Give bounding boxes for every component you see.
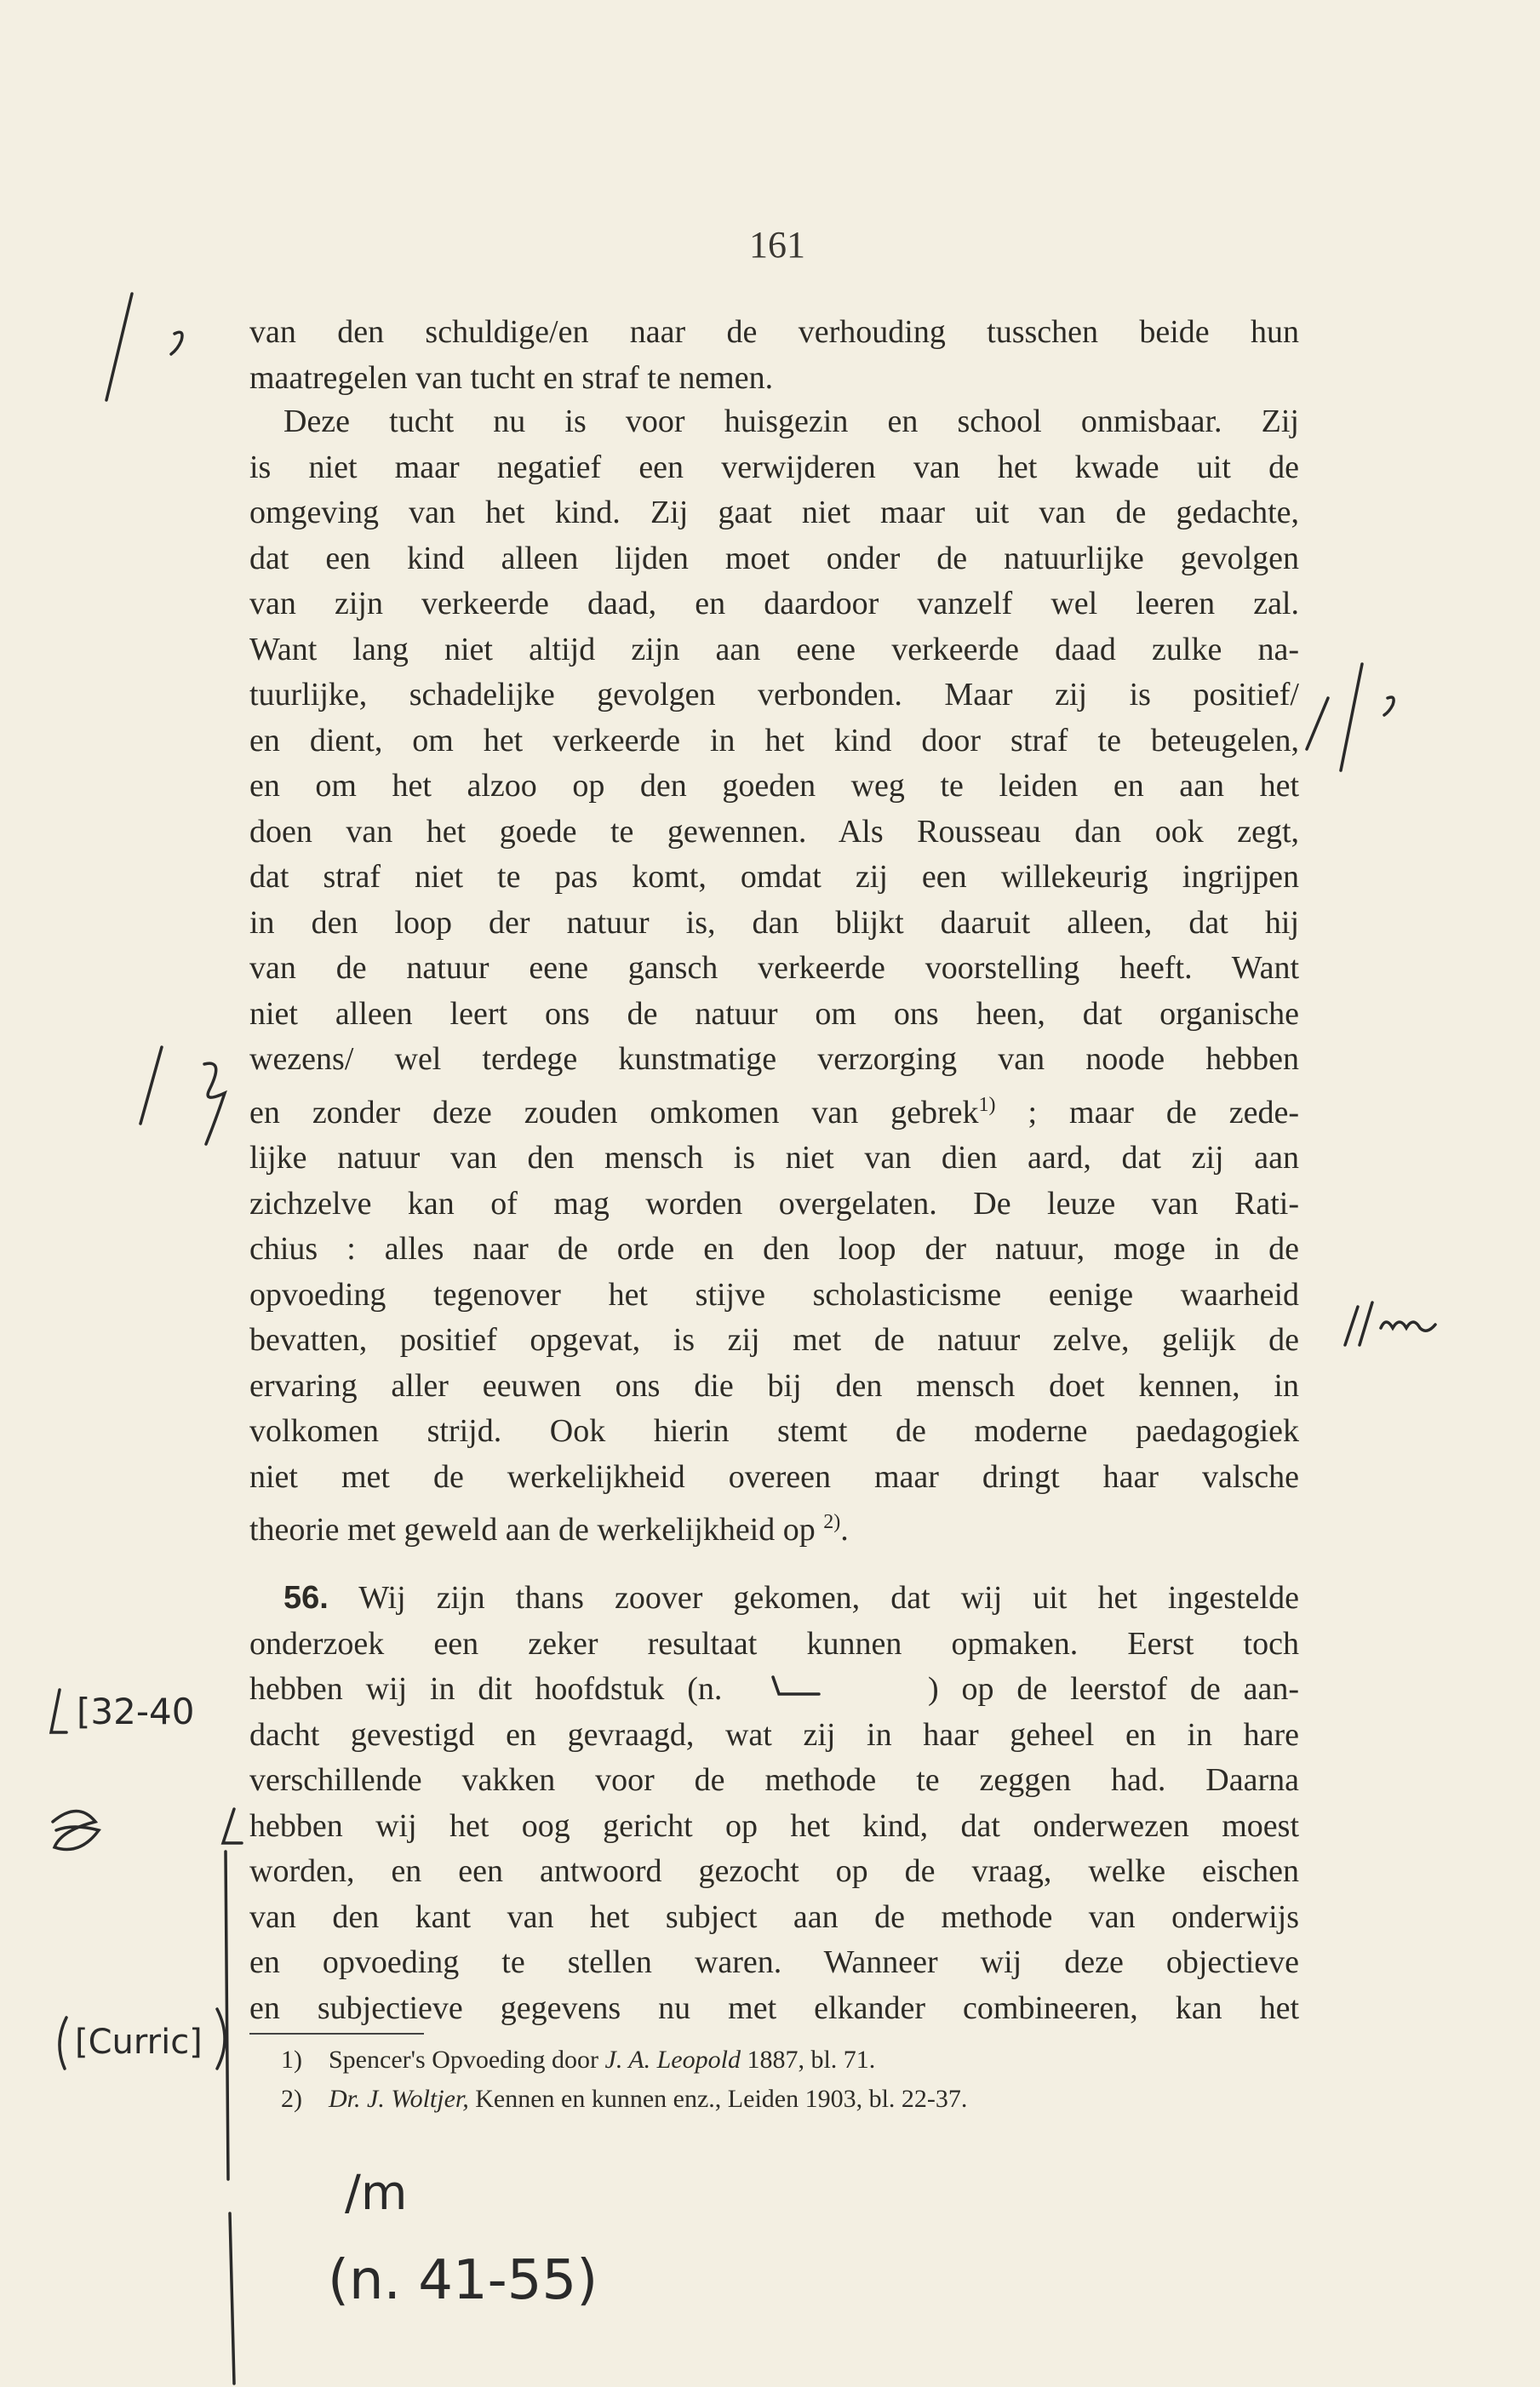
bracket-mark bbox=[223, 1809, 242, 2384]
text-line: van den kant van het subject aan de methode van onderwijs bbox=[249, 1898, 1299, 1935]
text-line: en dient, om het verkeerde in het kind door straf te beteugelen, bbox=[249, 722, 1299, 758]
text-line: worden, en een antwoord gezocht op de vraag, welke eischen bbox=[249, 1853, 1299, 1889]
text-line: dacht gevestigd en gevraagd, wat zij in haar geheel en in hare bbox=[249, 1716, 1299, 1753]
text-line: is niet maar negatief een verwijderen van het kwade uit de bbox=[249, 449, 1299, 485]
text-line: ervaring aller eeuwen ons die bij den mensch doet kennen, in bbox=[249, 1367, 1299, 1404]
footnote-number: 1) bbox=[281, 2046, 302, 2074]
page-number: 161 bbox=[749, 224, 805, 266]
footnote-rest: 1887, bl. 71. bbox=[740, 2046, 876, 2074]
text-line: chius : alles naar de orde en den loop der natuur, moge in de bbox=[249, 1231, 1299, 1267]
line-text: Wij zijn thans zoover gekomen, dat wij uit het ingestelde bbox=[358, 1580, 1299, 1616]
line-text: . bbox=[840, 1512, 849, 1548]
text-line: verschillende vakken voor de methode te zeggen had. Daarna bbox=[249, 1762, 1299, 1798]
line-text: theorie met geweld aan de werkelijkheid op bbox=[249, 1512, 816, 1548]
margin-note-8 bbox=[328, 2249, 598, 2312]
text-line: van den schuldige/en naar de verhouding tusschen beide hun bbox=[249, 314, 1299, 350]
text-line: dat een kind alleen lijden moet onder de natuurlijke gevolgen bbox=[249, 540, 1299, 576]
svg-text:[32-40: [32-40 bbox=[77, 1691, 195, 1732]
margin-note-4 bbox=[1345, 1302, 1435, 1345]
line-text: ; maar de zede- bbox=[995, 1094, 1299, 1131]
text-line: Deze tucht nu is voor huisgezin en school onmisbaar. Zij bbox=[283, 404, 1299, 439]
text-line: van de natuur eene gansch verkeerde voorstelling heeft. Want bbox=[249, 950, 1299, 986]
footnote-rest: Kennen en kunnen enz., Leiden 1903, bl. 22-37. bbox=[468, 2085, 968, 2113]
margin-note-5 bbox=[51, 1690, 194, 1732]
text-line: Want lang niet altijd zijn aan eene verkeerde daad zulke na- bbox=[249, 631, 1299, 667]
text-line: niet met de werkelijkheid overeen maar dringt haar valsche bbox=[249, 1458, 1299, 1495]
svg-text:/m: /m bbox=[345, 2166, 408, 2221]
svg-text:(n. 41-55): (n. 41-55) bbox=[328, 2249, 598, 2312]
text-line: en om het alzoo op den goeden weg te leiden en aan het bbox=[249, 768, 1299, 804]
margin-note-7 bbox=[345, 2166, 407, 2221]
text-line: dat straf niet te pas komt, omdat zij een willekeurig ingrijpen bbox=[249, 859, 1299, 895]
margin-note-6 bbox=[60, 2009, 225, 2069]
text-line: volkomen strijd. Ook hierin stemt de moderne paedagogiek bbox=[249, 1413, 1299, 1449]
svg-text:[Curric]: [Curric] bbox=[75, 2023, 203, 2062]
text-line: zichzelve kan of mag worden overgelaten. De leuze van Rati- bbox=[249, 1185, 1299, 1222]
text-line: doen van het goede te gewennen. Als Rousseau dan ook zegt, bbox=[249, 813, 1299, 850]
text-line: in den loop der natuur is, dan blijkt daaruit alleen, dat hij bbox=[249, 904, 1299, 941]
underline-mark bbox=[773, 1677, 819, 1694]
footnote-number: 2) bbox=[281, 2085, 302, 2113]
margin-note-3 bbox=[140, 1047, 225, 1144]
text-line: en opvoeding te stellen waren. Wanneer wij deze objectieve bbox=[249, 1944, 1299, 1980]
text-line: bevatten, positief opgevat, is zij met de natuur zelve, gelijk de bbox=[249, 1322, 1299, 1358]
margin-note-2 bbox=[1307, 664, 1394, 770]
line-text: en zonder deze zouden omkomen van gebrek bbox=[249, 1094, 979, 1131]
text-line: van zijn verkeerde daad, en daardoor vanzelf wel leeren zal. bbox=[249, 586, 1299, 621]
footnote-author: Dr. J. Woltjer, bbox=[329, 2085, 469, 2113]
text-line: omgeving van het kind. Zij gaat niet maar uit van de gedachte, bbox=[249, 495, 1299, 530]
footnote-ref: 1) bbox=[978, 1093, 996, 1116]
text-line: opvoeding tegenover het stijve scholasticisme eenige waarheid bbox=[249, 1276, 1299, 1313]
margin-note-1 bbox=[102, 294, 182, 400]
text-line: hebben wij in dit hoofdstuk (n. ) op de leerstof de aan- bbox=[249, 1671, 1299, 1707]
text-line: tuurlijke, schadelijke gevolgen verbonden. Maar zij is positief/ bbox=[249, 677, 1299, 713]
text-line: hebben wij het oog gericht op het kind, dat onderwezen moest bbox=[249, 1807, 1299, 1844]
text-line: onderzoek een zeker resultaat kunnen opmaken. Eerst toch bbox=[249, 1625, 1299, 1662]
footnote-ref: 2) bbox=[823, 1511, 841, 1533]
text-line: maatregelen van tucht en straf te nemen. bbox=[249, 359, 774, 396]
text-line: wezens/ wel terdege kunstmatige verzorging van noode hebben bbox=[249, 1041, 1299, 1077]
scribble-mark bbox=[53, 1812, 99, 1850]
text-line: en subjectieve gegevens nu met elkander combineeren, kan het bbox=[249, 1989, 1299, 2026]
section-number: 56. bbox=[283, 1580, 329, 1616]
text-line: lijke natuur van den mensch is niet van dien aard, dat zij aan bbox=[249, 1140, 1299, 1176]
footnote-author: Spencer's Opvoeding door bbox=[329, 2046, 605, 2074]
text-line: niet alleen leert ons de natuur om ons heen, dat organische bbox=[249, 995, 1299, 1032]
footnote-editor: J. A. Leopold bbox=[604, 2046, 741, 2074]
